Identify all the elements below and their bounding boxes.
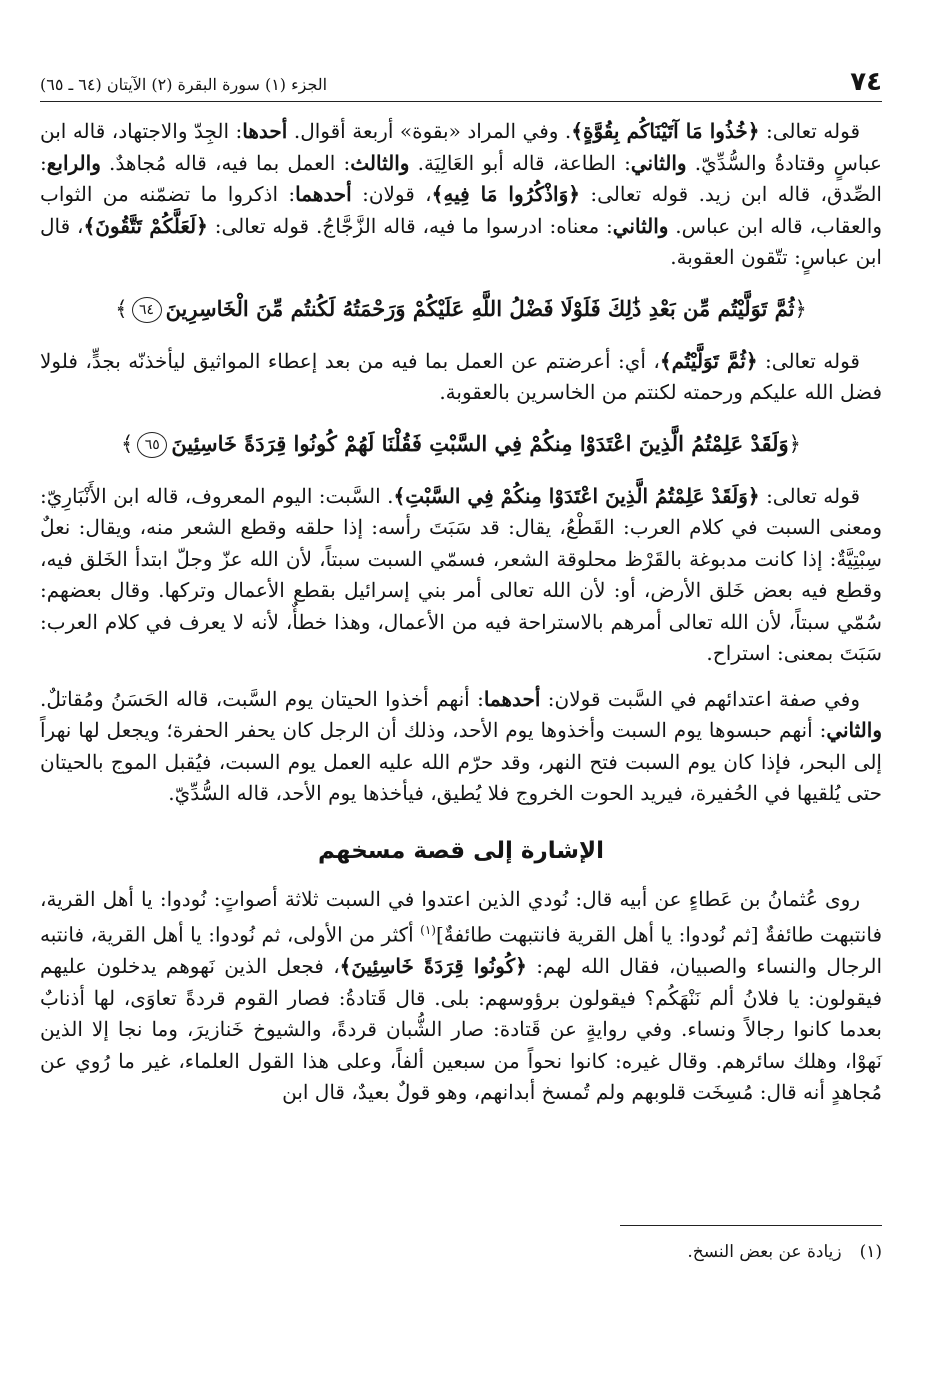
bold-term: والثالث	[350, 150, 410, 175]
text-run: : الطاعة، قاله أبو العَالِيَة.	[409, 150, 631, 175]
text-run: : معناه: ادرسوا ما فيه، قاله الزَّجَّاجُ. قوله تعالى:	[207, 213, 613, 238]
text-run: : الجِدّ والاجتهاد، قاله ابن عباسٍ وقتادةُ والسُّدِّيّ.	[40, 119, 882, 175]
text-run: . السَّبت: اليوم المعروف، قاله ابن الأَنْبَارِيّ: ومعنى السبت في كلام العرب: القَطْعُ، يقال: قد سَبَتَ رأسه: إذا حلقه وقطع الشعر منه، ويقال: نعلٌ سِبْتِيَّةٌ: إذا كانت مدبوغة بالقَرْظ محلوقة الشعر، فسمّي السبت سبتاً، لأن الله عزّ وجلّ ابتدأ الخَلق فيه، وقطع فيه بعض خَلق الأرض، أو: لأن الله تعالى أمر بني إسرائيل بقطع الأعمال وتركها. وقال بعضهم: سُمّي سبتاً، لأن الله تعالى أمرهم بالاستراحة فيه من الأعمال، وهذا خطأٌ، لأنه لا يعرف في كلام العرب: سَبَتَ بمعنى: استراح.	[40, 483, 882, 665]
text-run: ، أي: أعرضتم عن العمل بما فيه من بعد إعطاء المواثيق ليأخذنّه بجدٍّ، فلولا فضل الله عليكم ورحمته لكنتم من الخاسرين بالعقوبة.	[40, 348, 882, 404]
verse-open-bracket: ﴿	[788, 431, 801, 456]
footnote-mark: (١)	[859, 1242, 882, 1262]
bold-term: والثاني	[630, 150, 687, 175]
verse-close-bracket: ﴾	[115, 296, 128, 321]
text-run: ، قولان:	[351, 182, 432, 206]
paragraph-tafsir-64	[40, 346, 882, 409]
ayah-number-badge: ٦٤	[132, 297, 162, 323]
verse-64	[40, 292, 882, 326]
text-run: : اذكروا ما تضمّنه من الثواب والعقاب، قاله ابن عباس.	[40, 182, 882, 238]
text-run: أكثر من الأولى، ثم نُودوا: يا أهل القرية، فانتبه الرجال والنساء والصبيان، فقال الله لهم:	[40, 922, 883, 979]
quran-quote: ﴿خُذُوا مَا آتَيْنَاكُم بِقُوَّةٍ﴾	[571, 119, 760, 143]
text-run: وفي صفة اعتدائهم في السَّبت قولان:	[540, 686, 861, 711]
text-run: ، فجعل الذين نَهوهم يدخلون عليهم فيقولون: يا فلانُ ألم نَنْهَكُم؟ فيقولون برؤوسهم: بلى. قال قَتادةُ: فصار القوم قردةً تعاوَى، لها أذنابٌ بعدما كانوا رجالاً ونساء. وفي روايةٍ عن قَتادة: صار الشُّبان قردةً، والشيوخ خَنازيرَ، وما نجا إلا الذين نَهوْا، وهلك سائرهم. وقال غيره: كانوا نحواً من سبعين ألفاً، وعلى هذا القول العلماء، غير ما رُوي عن مُجاهدٍ أنه قال: مُسِخَت قلوبهم ولم تُمسخ أبدانهم، وهو قولٌ بعيدٌ، قال ابن	[40, 954, 882, 1105]
footnote-reference: (١)	[420, 923, 436, 937]
quran-quote: ﴿لَعَلَّكُمْ تَتَّقُونَ﴾	[83, 213, 208, 238]
quran-quote: ﴿وَاذْكُرُوا مَا فِيهِ﴾	[431, 182, 580, 206]
footnote-divider	[620, 1225, 882, 1226]
verse-text: وَلَقَدْ عَلِمْتُمُ الَّذِينَ اعْتَدَوْا مِنكُمْ فِي السَّبْتِ فَقُلْنَا لَهُمْ كُونُوا قِرَدَةً خَاسِئِينَ	[171, 430, 789, 456]
page-header	[40, 60, 882, 102]
verse-open-bracket: ﴿	[794, 296, 807, 321]
verse-65	[40, 427, 882, 461]
paragraph-transformation-story	[40, 884, 882, 1109]
quran-quote: ﴿ثُمَّ تَوَلَّيْتُم﴾	[659, 348, 758, 373]
section-title: الإشارة إلى قصة مسخهم	[317, 837, 604, 864]
text-run: ، قال ابن عباسٍ: تتّقون العقوبة.	[40, 213, 882, 269]
footnote-text: زيادة عن بعض النسخ.	[687, 1242, 842, 1262]
ayah-number-badge: ٦٥	[137, 432, 167, 458]
text-run: قوله تعالى:	[759, 483, 861, 508]
running-head: الجزء (١) سورة البقرة (٢) الآيتان (٦٤ ـ ٦٥)	[40, 75, 328, 94]
text-run: : أنهم أخذوا الحيتان يوم السَّبت، قاله الحَسَنُ ومُقاتلٌ.	[40, 686, 484, 711]
text-run: قوله تعالى:	[757, 348, 860, 373]
bold-term: أحدهما	[295, 182, 352, 206]
bold-term: أحدهما	[483, 686, 541, 711]
footnote	[687, 1240, 882, 1264]
text-run: : أنهم حبسوها يوم السبت وأخذوها يوم الأحد، وذلك أن الرجل كان يحفر الحفرة؛ ويجعل لها نهراً إلى البحر، فإذا كان يوم السبت فتح النهر، وقد حرّم الله عليه العمل يوم السبت، فيُقبل الموج بالحيتان حتى يُلقيها في الحُفيرة، فيريد الحوت الخروج فلا يُطيق، فيأخذها يوم الأحد، قاله السُّدِّيّ.	[40, 718, 882, 805]
text-run: قوله تعالى:	[759, 119, 861, 143]
page-number: ٧٤	[850, 67, 882, 97]
page-body	[40, 116, 882, 1109]
quran-quote: ﴿كُونُوا قِرَدَةً خَاسِئِينَ﴾	[339, 954, 527, 979]
text-run: روى عُثمانُ بن عَطاءٍ عن أبيه قال: نُودي الذين اعتدوا في السبت ثلاثة أصواتٍ: نُودوا: يا أهل القرية، فانتبهت طائفةٌ [ثم نُودوا: يا أهل القرية فانتبهت طائفةٌ]	[40, 886, 883, 947]
paragraph-sabbath-meaning	[40, 481, 882, 670]
paragraph-transgression	[40, 684, 882, 810]
paragraph-tafsir-64-strength	[40, 116, 882, 274]
verse-close-bracket: ﴾	[121, 431, 134, 456]
bold-term: والثاني	[826, 718, 882, 742]
bold-term: أحدها	[242, 119, 288, 143]
text-run: . وفي المراد «بقوة» أربعة أقوال.	[287, 119, 572, 143]
book-page	[40, 60, 882, 1330]
bold-term: والثاني	[612, 213, 669, 238]
quran-quote: ﴿وَلَقَدْ عَلِمْتُمُ الَّذِينَ اعْتَدَوْا مِنكُمْ فِي السَّبْتِ﴾	[393, 483, 760, 508]
verse-text: ثُمَّ تَوَلَّيْتُم مِّن بَعْدِ ذَٰلِكَ فَلَوْلَا فَضْلُ اللَّهِ عَلَيْكُمْ وَرَحْمَتُهُ لَكُنتُم مِّنَ الْخَاسِرِينَ	[165, 295, 795, 321]
text-run: : العمل بما فيه، قاله مُجاهدٌ.	[100, 150, 351, 175]
text-run: : الصِّدق، قاله ابن زيد. قوله تعالى:	[40, 150, 882, 206]
bold-term: والرابع	[46, 150, 101, 175]
